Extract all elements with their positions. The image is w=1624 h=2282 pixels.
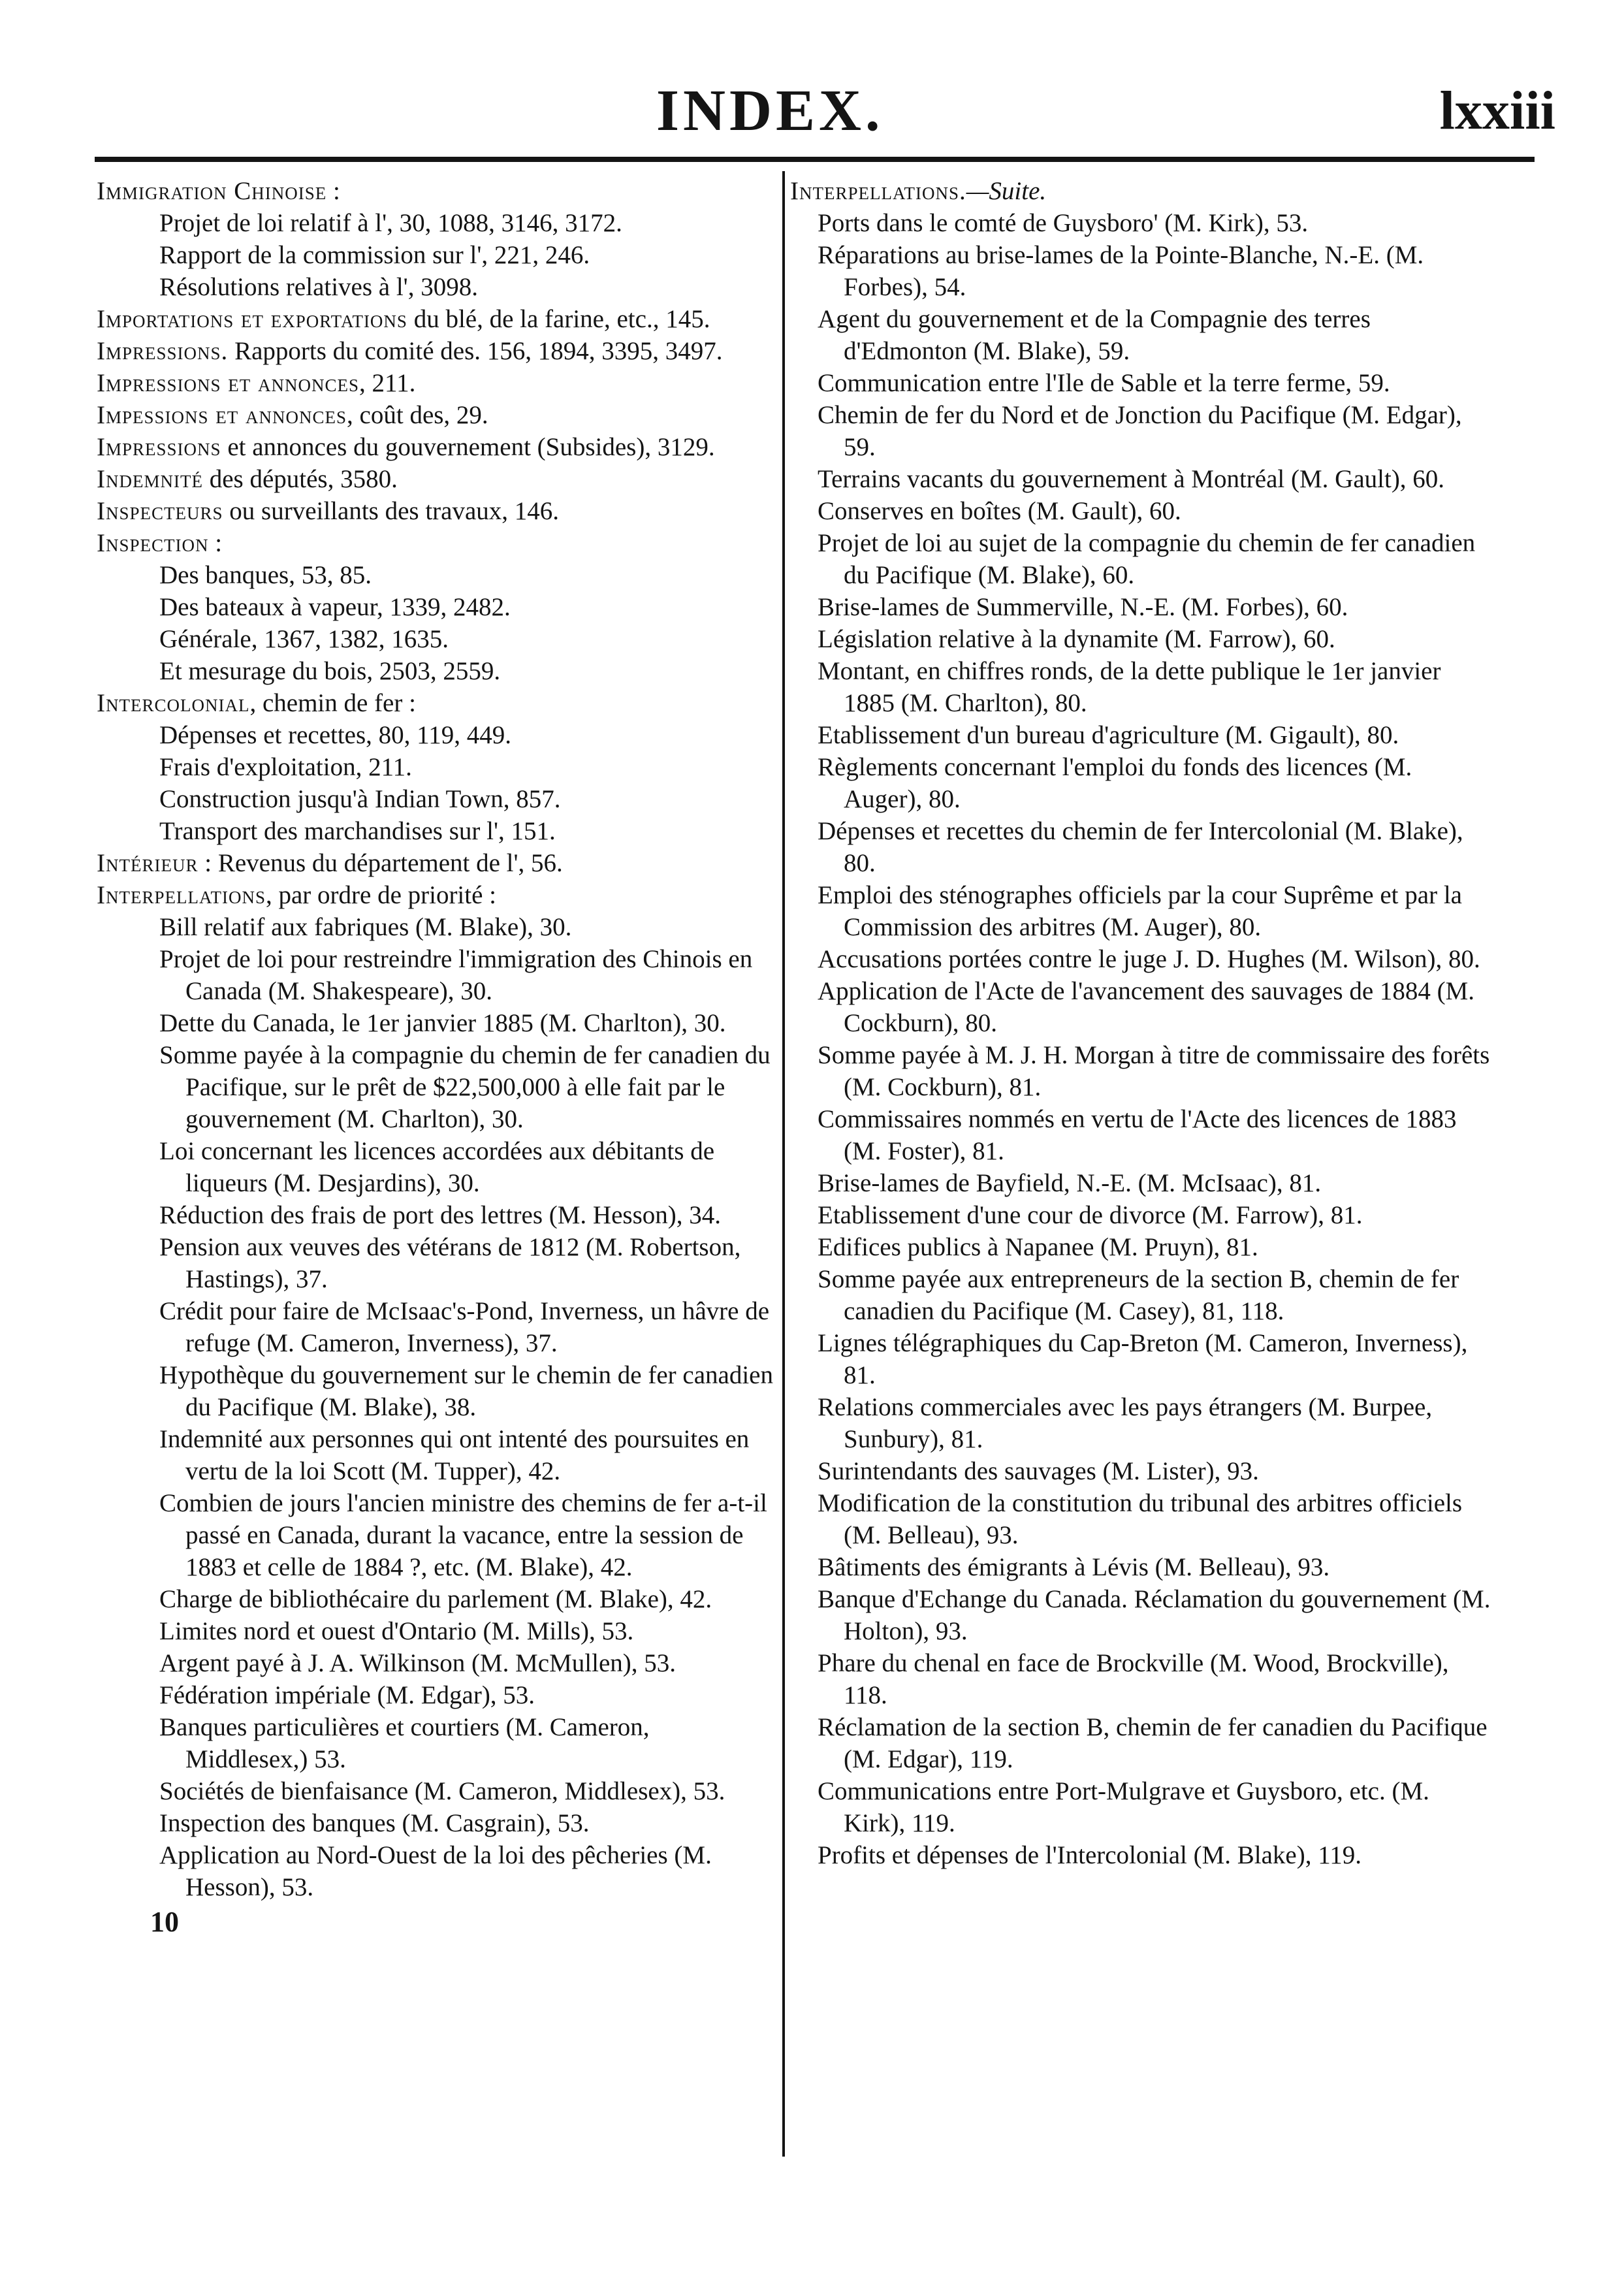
- index-subentry: Accusations portées contre le juge J. D. Hughes (M. Wilson), 80.: [818, 945, 1480, 973]
- entry-text: Rapports du comité des. 156, 1894, 3395, 3497.: [228, 337, 723, 365]
- right-column: [790, 175, 1492, 1871]
- entry-text: , 211.: [359, 369, 416, 397]
- index-subentry: [97, 911, 776, 943]
- entry-text: et annonces du gouvernement (Subsides), 3129.: [221, 433, 715, 461]
- index-subentry: [97, 1359, 776, 1423]
- index-heading: [97, 495, 776, 527]
- entry-text: : Revenus du département de l', 56.: [198, 849, 563, 877]
- index-subentry: [97, 1135, 776, 1199]
- headword: Importations et exportations: [97, 305, 407, 333]
- entry-text: Limites nord et ouest d'Ontario (M. Mills), 53.: [159, 1617, 634, 1645]
- headword: Intercolonial: [97, 689, 250, 717]
- index-subentry: Relations commerciales avec les pays étrangers (M. Burpee, Sunbury), 81.: [818, 1393, 1433, 1453]
- headword: Immigration Chinoise: [97, 177, 327, 205]
- entry-text: Des bateaux à vapeur, 1339, 2482.: [159, 593, 511, 621]
- headword: Indemnité: [97, 465, 203, 493]
- entry-text: ou surveillants des travaux, 146.: [223, 497, 560, 525]
- index-subentry: Lignes télégraphiques du Cap-Breton (M. Cameron, Inverness), 81.: [818, 1329, 1468, 1389]
- entry-text: Argent payé à J. A. Wilkinson (M. McMullen), 53.: [159, 1649, 676, 1677]
- entry-text: Somme payée à la compagnie du chemin de fer canadien du Pacifique, sur le prêt de $22,500,000 à elle fait par le gouvernement (M. Charlton), 30.: [159, 1041, 771, 1133]
- continued-heading: [790, 175, 1492, 207]
- index-subentry: [97, 1231, 776, 1295]
- index-subentry: Bâtiments des émigrants à Lévis (M. Belleau), 93.: [818, 1553, 1330, 1581]
- entry-text: Inspection des banques (M. Casgrain), 53.: [159, 1809, 590, 1837]
- index-subentry: [97, 655, 776, 687]
- index-subentry: [97, 1711, 776, 1775]
- index-subentry: [97, 783, 776, 815]
- index-subentry: Communications entre Port-Mulgrave et Guysboro, etc. (M. Kirk), 119.: [818, 1777, 1429, 1837]
- page-title: INDEX.: [656, 78, 884, 143]
- index-heading: [97, 431, 776, 463]
- continued-headword: Interpellations.: [790, 177, 966, 205]
- headword: Inspecteurs: [97, 497, 223, 525]
- entry-text: Fédération impériale (M. Edgar), 53.: [159, 1681, 535, 1709]
- entry-text: Projet de loi relatif à l', 30, 1088, 3146, 3172.: [159, 209, 622, 237]
- headword: Interpellations: [97, 881, 266, 909]
- index-subentry: [97, 623, 776, 655]
- index-heading: [97, 335, 776, 367]
- entry-text: Générale, 1367, 1382, 1635.: [159, 625, 449, 653]
- index-heading: [97, 303, 776, 335]
- index-heading: [97, 527, 776, 559]
- continued-suffix: —Suite.: [966, 177, 1047, 205]
- entry-text: Transport des marchandises sur l', 151.: [159, 817, 556, 845]
- index-subentry: [97, 1199, 776, 1231]
- index-subentry: Dépenses et recettes du chemin de fer Intercolonial (M. Blake), 80.: [818, 817, 1463, 877]
- index-subentry: Brise-lames de Bayfield, N.-E. (M. McIsaac), 81.: [818, 1169, 1322, 1197]
- entry-text: Hypothèque du gouvernement sur le chemin de fer canadien du Pacifique (M. Blake), 38.: [159, 1361, 773, 1421]
- index-subentry: [97, 207, 776, 239]
- index-subentry: [97, 591, 776, 623]
- index-subentry: Agent du gouvernement et de la Compagnie des terres d'Edmonton (M. Blake), 59.: [818, 305, 1371, 365]
- entry-text: Projet de loi pour restreindre l'immigration des Chinois en Canada (M. Shakespeare), 30.: [159, 945, 753, 1005]
- entry-text: , chemin de fer :: [249, 689, 416, 717]
- headword: Impressions: [97, 433, 221, 461]
- index-subentry: [97, 1679, 776, 1711]
- index-subentry: [97, 1615, 776, 1647]
- index-subentry: Législation relative à la dynamite (M. Farrow), 60.: [818, 625, 1335, 653]
- index-subentry: Somme payée à M. J. H. Morgan à titre de commissaire des forêts (M. Cockburn), 81.: [818, 1041, 1490, 1101]
- entry-text: , coût des, 29.: [347, 401, 488, 429]
- index-subentry: Réclamation de la section B, chemin de fer canadien du Pacifique (M. Edgar), 119.: [818, 1713, 1488, 1773]
- index-heading: [97, 175, 776, 207]
- entry-text: Bill relatif aux fabriques (M. Blake), 30.: [159, 913, 572, 941]
- entry-text: Loi concernant les licences accordées aux débitants de liqueurs (M. Desjardins), 30.: [159, 1137, 715, 1197]
- index-heading: [97, 879, 776, 911]
- entry-text: Combien de jours l'ancien ministre des chemins de fer a-t-il passé en Canada, durant la vacance, entre la session de 1883 et celle de 1884 ?, etc. (M. Blake), 42.: [159, 1489, 767, 1581]
- index-subentry: Terrains vacants du gouvernement à Montréal (M. Gault), 60.: [818, 465, 1445, 493]
- index-subentry: [97, 1295, 776, 1359]
- index-subentry: [97, 1487, 776, 1583]
- index-subentry: [97, 719, 776, 751]
- index-subentry: [97, 815, 776, 847]
- index-subentry: Application de l'Acte de l'avancement des sauvages de 1884 (M. Cockburn), 80.: [818, 977, 1475, 1037]
- index-subentry: [97, 751, 776, 783]
- header-rule: [95, 157, 1535, 162]
- entry-text: Et mesurage du bois, 2503, 2559.: [159, 657, 501, 685]
- entry-text: , par ordre de priorité :: [265, 881, 497, 909]
- entry-text: Construction jusqu'à Indian Town, 857.: [159, 785, 561, 813]
- headword: Impressions.: [97, 337, 229, 365]
- index-subentry: Edifices publics à Napanee (M. Pruyn), 81.: [818, 1233, 1258, 1261]
- entry-text: Dette du Canada, le 1er janvier 1885 (M. Charlton), 30.: [159, 1009, 726, 1037]
- index-subentry: [97, 239, 776, 271]
- index-heading: [97, 847, 776, 879]
- index-subentry: Projet de loi au sujet de la compagnie du chemin de fer canadien du Pacifique (M. Blake), 60.: [818, 529, 1476, 589]
- entry-text: :: [208, 529, 223, 557]
- entry-text: Des banques, 53, 85.: [159, 561, 372, 589]
- index-subentry: [97, 559, 776, 591]
- headword: Impressions et annonces: [97, 369, 360, 397]
- index-subentry: [97, 1583, 776, 1615]
- entry-text: Dépenses et recettes, 80, 119, 449.: [159, 721, 511, 749]
- page-number: lxxiii: [1439, 80, 1555, 141]
- index-subentry: [97, 1039, 776, 1135]
- index-subentry: Etablissement d'une cour de divorce (M. Farrow), 81.: [818, 1201, 1363, 1229]
- index-subentry: [97, 1775, 776, 1807]
- entry-text: Rapport de la commission sur l', 221, 246.: [159, 241, 590, 269]
- index-subentry: Réparations au brise-lames de la Pointe-Blanche, N.-E. (M. Forbes), 54.: [818, 241, 1424, 301]
- entry-text: Crédit pour faire de McIsaac's-Pond, Inverness, un hâvre de refuge (M. Cameron, Inverness), 37.: [159, 1297, 770, 1357]
- column-divider: [782, 171, 785, 2157]
- index-subentry: Règlements concernant l'emploi du fonds des licences (M. Auger), 80.: [818, 753, 1412, 813]
- index-subentry: Ports dans le comté de Guysboro' (M. Kirk), 53.: [818, 209, 1309, 237]
- headword: Inspection: [97, 529, 209, 557]
- entry-text: du blé, de la farine, etc., 145.: [407, 305, 710, 333]
- headword: Impessions et annonces: [97, 401, 347, 429]
- headword: Intérieur: [97, 849, 199, 877]
- left-column: [97, 175, 776, 1938]
- entry-text: Charge de bibliothécaire du parlement (M. Blake), 42.: [159, 1585, 712, 1613]
- index-subentry: Surintendants des sauvages (M. Lister), 93.: [818, 1457, 1259, 1485]
- entry-text: Banques particulières et courtiers (M. Cameron, Middlesex,) 53.: [159, 1713, 650, 1773]
- index-subentry: [97, 1807, 776, 1839]
- index-subentry: Communication entre l'Ile de Sable et la terre ferme, 59.: [818, 369, 1390, 397]
- index-subentry: Emploi des sténographes officiels par la cour Suprême et par la Commission des arbitres (M. Auger), 80.: [818, 881, 1462, 941]
- index-subentry: Modification de la constitution du tribunal des arbitres officiels (M. Belleau), 93.: [818, 1489, 1463, 1549]
- signature-mark: 10: [150, 1906, 179, 1938]
- entry-text: Sociétés de bienfaisance (M. Cameron, Middlesex), 53.: [159, 1777, 725, 1805]
- index-subentry: [97, 271, 776, 303]
- index-subentry: Chemin de fer du Nord et de Jonction du Pacifique (M. Edgar), 59.: [818, 401, 1462, 461]
- index-subentry: Profits et dépenses de l'Intercolonial (M. Blake), 119.: [818, 1841, 1362, 1869]
- entry-text: :: [326, 177, 340, 205]
- entry-text: Indemnité aux personnes qui ont intenté des poursuites en vertu de la loi Scott (M. Tupper), 42.: [159, 1425, 750, 1485]
- entry-text: Réduction des frais de port des lettres (M. Hesson), 34.: [159, 1201, 721, 1229]
- index-subentry: Banque d'Echange du Canada. Réclamation du gouvernement (M. Holton), 93.: [818, 1585, 1491, 1645]
- index-subentry: [97, 1839, 776, 1903]
- index-heading: [97, 399, 776, 431]
- entry-text: Frais d'exploitation, 211.: [159, 753, 412, 781]
- entry-text: des députés, 3580.: [202, 465, 398, 493]
- index-subentry: Etablissement d'un bureau d'agriculture (M. Gigault), 80.: [818, 721, 1399, 749]
- index-heading: [97, 687, 776, 719]
- index-subentry: [97, 1423, 776, 1487]
- entry-text: Pension aux veuves des vétérans de 1812 (M. Robertson, Hastings), 37.: [159, 1233, 741, 1293]
- entry-text: Résolutions relatives à l', 3098.: [159, 273, 478, 301]
- index-subentry: Phare du chenal en face de Brockville (M. Wood, Brockville), 118.: [818, 1649, 1449, 1709]
- index-subentry: [97, 1647, 776, 1679]
- index-heading: [97, 463, 776, 495]
- index-subentry: Somme payée aux entrepreneurs de la section B, chemin de fer canadien du Pacifique (M. Casey), 81, 118.: [818, 1265, 1459, 1325]
- index-subentry: [97, 1007, 776, 1039]
- entry-text: Application au Nord-Ouest de la loi des pêcheries (M. Hesson), 53.: [159, 1841, 712, 1901]
- index-subentry: Brise-lames de Summerville, N.-E. (M. Forbes), 60.: [818, 593, 1348, 621]
- index-subentry: Commissaires nommés en vertu de l'Acte des licences de 1883 (M. Foster), 81.: [818, 1105, 1457, 1165]
- index-heading: [97, 367, 776, 399]
- index-subentry: Conserves en boîtes (M. Gault), 60.: [818, 497, 1181, 525]
- index-subentry: [97, 943, 776, 1007]
- index-subentry: Montant, en chiffres ronds, de la dette publique le 1er janvier 1885 (M. Charlton), 80.: [818, 657, 1441, 717]
